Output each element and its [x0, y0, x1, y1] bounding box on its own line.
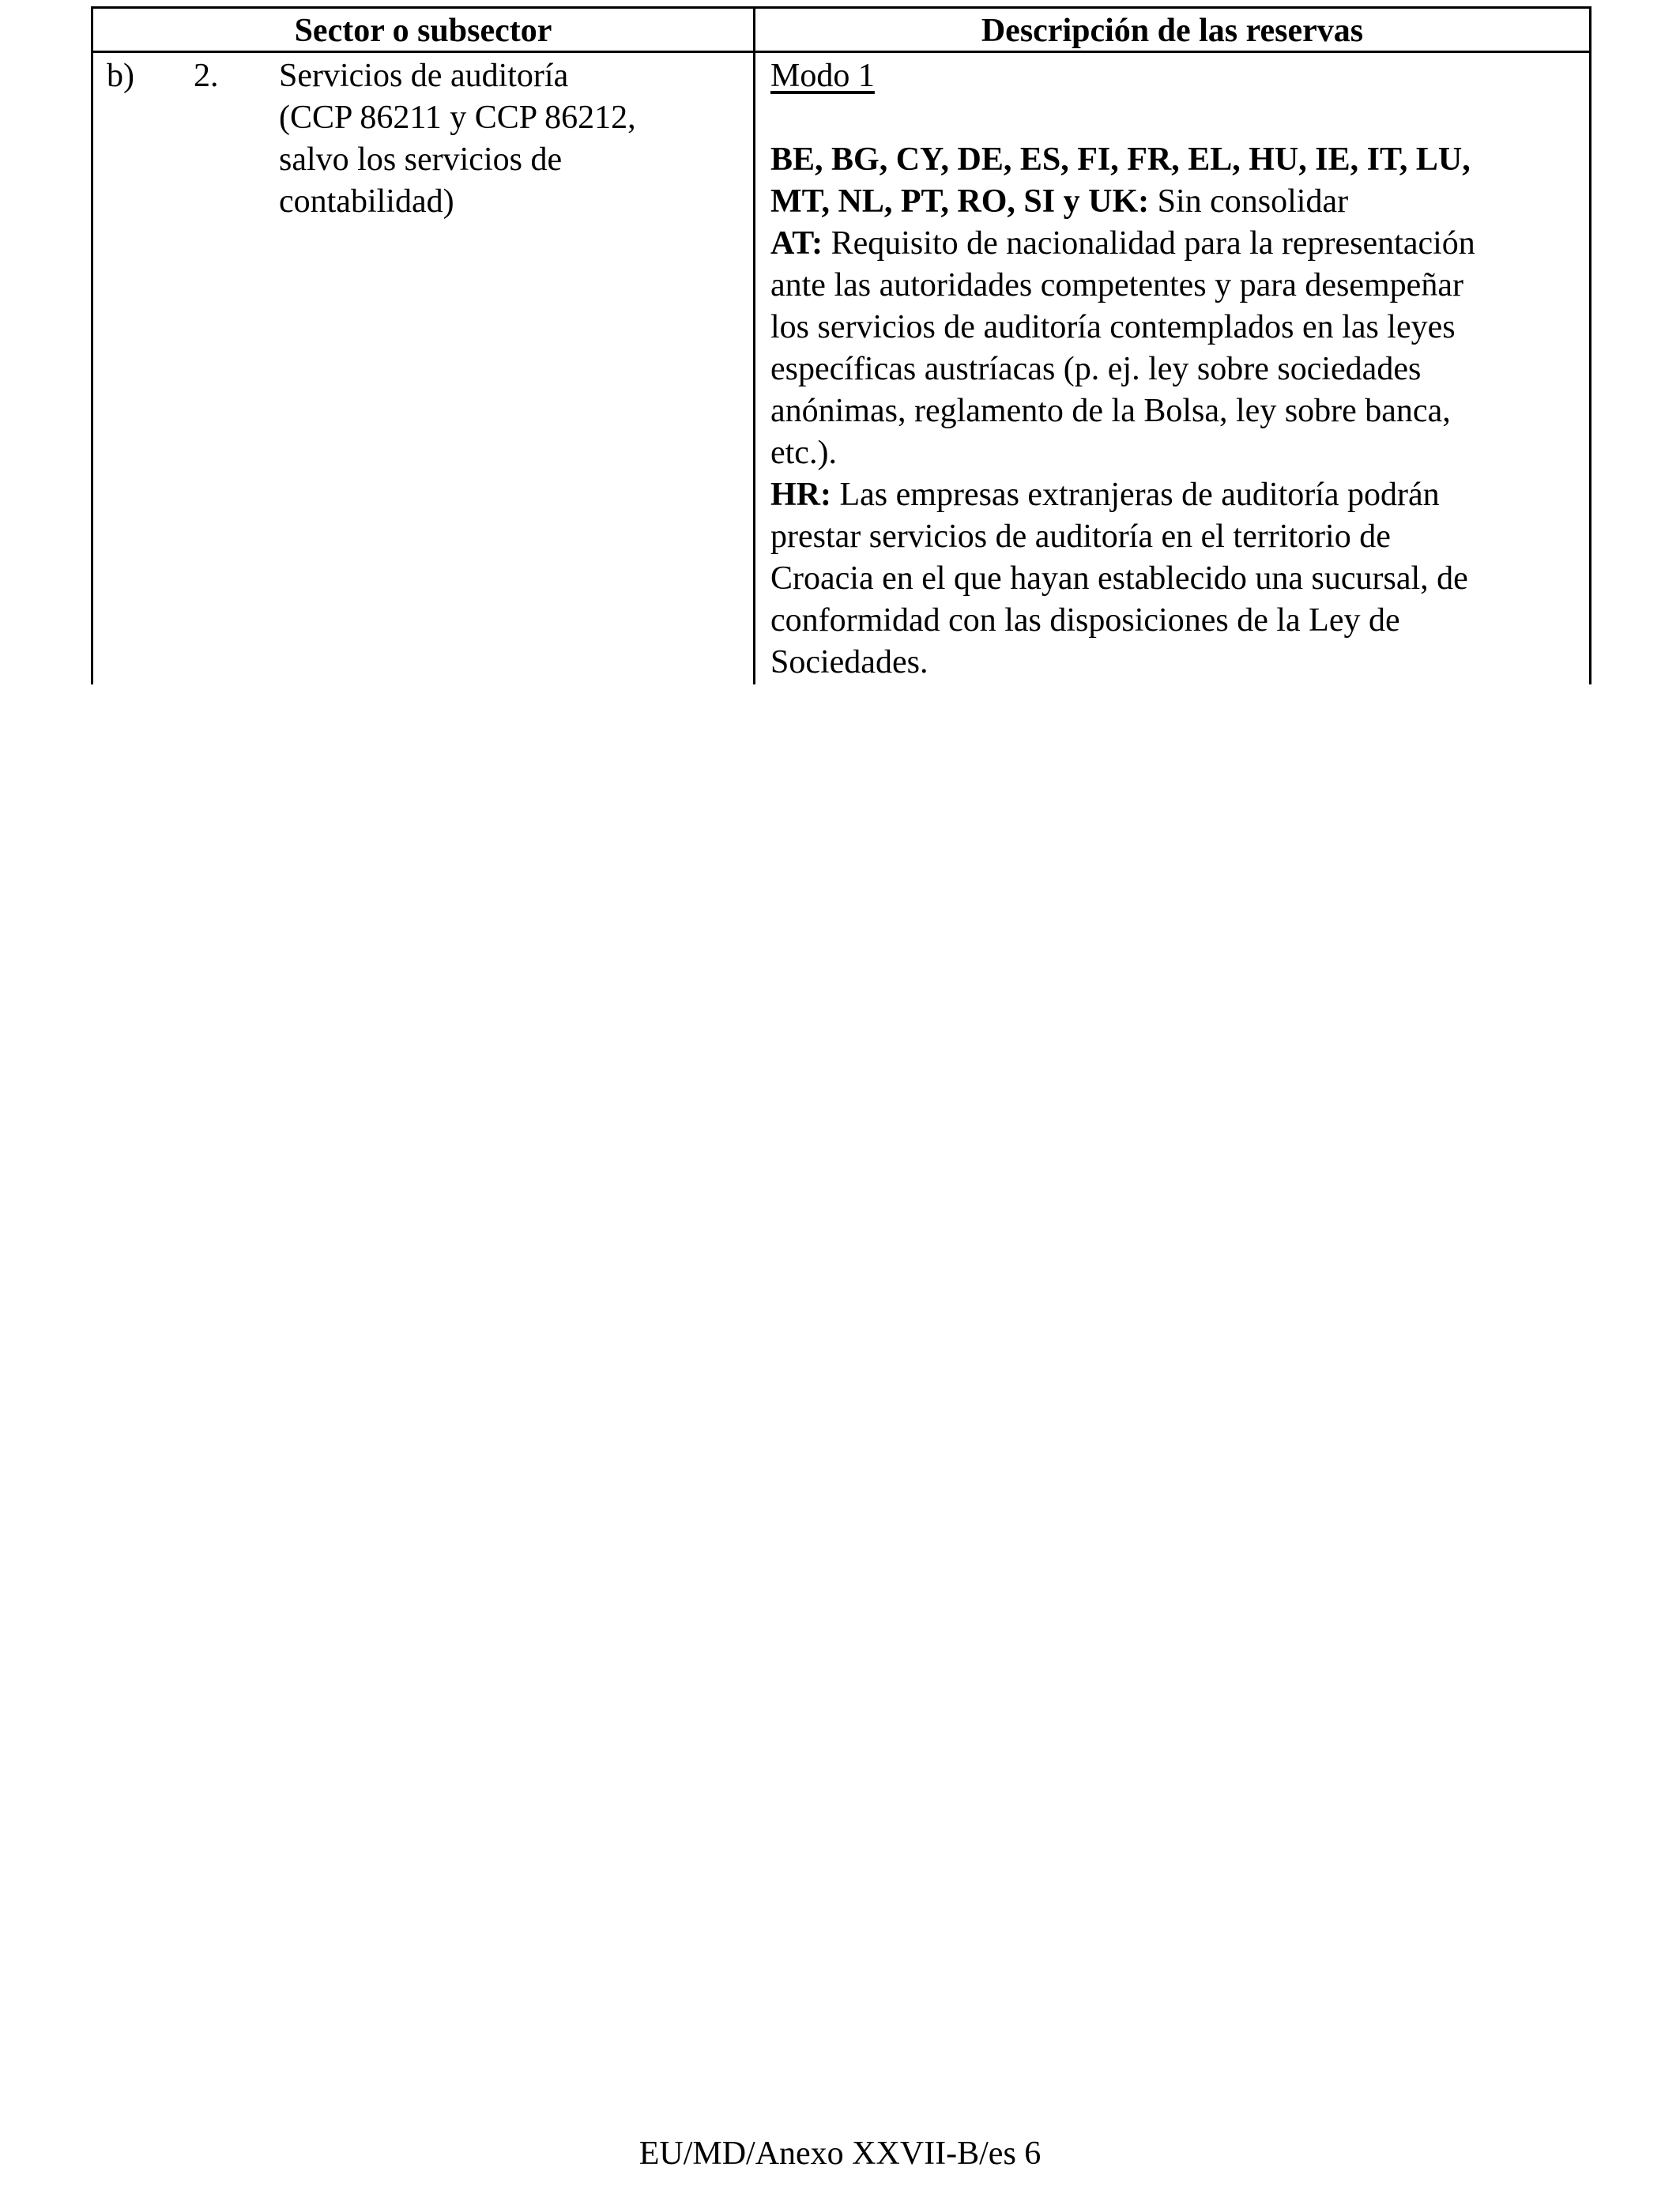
- description-cell: [770, 55, 1475, 684]
- hr-line: prestar servicios de auditoría en el territorio de: [770, 518, 1391, 555]
- page-footer: EU/MD/Anexo XXVII-B/es 6: [638, 2136, 1042, 2172]
- row-number: 2.: [194, 58, 219, 94]
- sector-line: (CCP 86211 y CCP 86212,: [279, 100, 636, 136]
- hr-line: Croacia en el que hayan establecido una sucursal, de: [770, 560, 1468, 597]
- at-line: ante las autoridades competentes y para desempeñar: [770, 267, 1463, 303]
- unbound-countries-line1: BE, BG, CY, DE, ES, FI, FR, EL, HU, IE, IT, LU,: [770, 141, 1471, 178]
- header-bottom-border: [91, 51, 1591, 53]
- at-line: etc.).: [770, 435, 837, 471]
- at-line: Requisito de nacionalidad para la representación: [823, 225, 1475, 262]
- at-line: específicas austríacas (p. ej. ley sobre sociedades: [770, 351, 1422, 387]
- hr-line: Las empresas extranjeras de auditoría podrán: [831, 477, 1440, 513]
- hr-line: Sociedades.: [770, 644, 929, 680]
- table-left-border: [91, 6, 93, 684]
- blank-line: [770, 97, 1475, 139]
- at-line: los servicios de auditoría contemplados en las leyes: [770, 309, 1456, 345]
- sector-line: contabilidad): [279, 183, 454, 220]
- reservations-table: [91, 6, 1591, 684]
- sector-line: salvo los servicios de: [279, 141, 563, 178]
- row-letter: b): [107, 58, 134, 94]
- sector-cell: [279, 55, 636, 223]
- mode-label: Modo 1: [770, 58, 875, 94]
- unbound-countries-line2: MT, NL, PT, RO, SI y UK:: [770, 183, 1150, 220]
- at-line: anónimas, reglamento de la Bolsa, ley sobre banca,: [770, 393, 1451, 429]
- table-right-border: [1589, 6, 1591, 684]
- hr-line: conformidad con las disposiciones de la Ley de: [770, 602, 1400, 639]
- unbound-text: Sin consolidar: [1149, 183, 1349, 220]
- header-sector: Sector o subsector: [294, 13, 552, 49]
- column-divider: [753, 6, 755, 684]
- sector-line: Servicios de auditoría: [279, 58, 569, 94]
- table-top-border: [91, 6, 1591, 9]
- at-label: AT:: [770, 225, 823, 262]
- hr-label: HR:: [770, 477, 831, 513]
- header-description: Descripción de las reservas: [981, 13, 1364, 49]
